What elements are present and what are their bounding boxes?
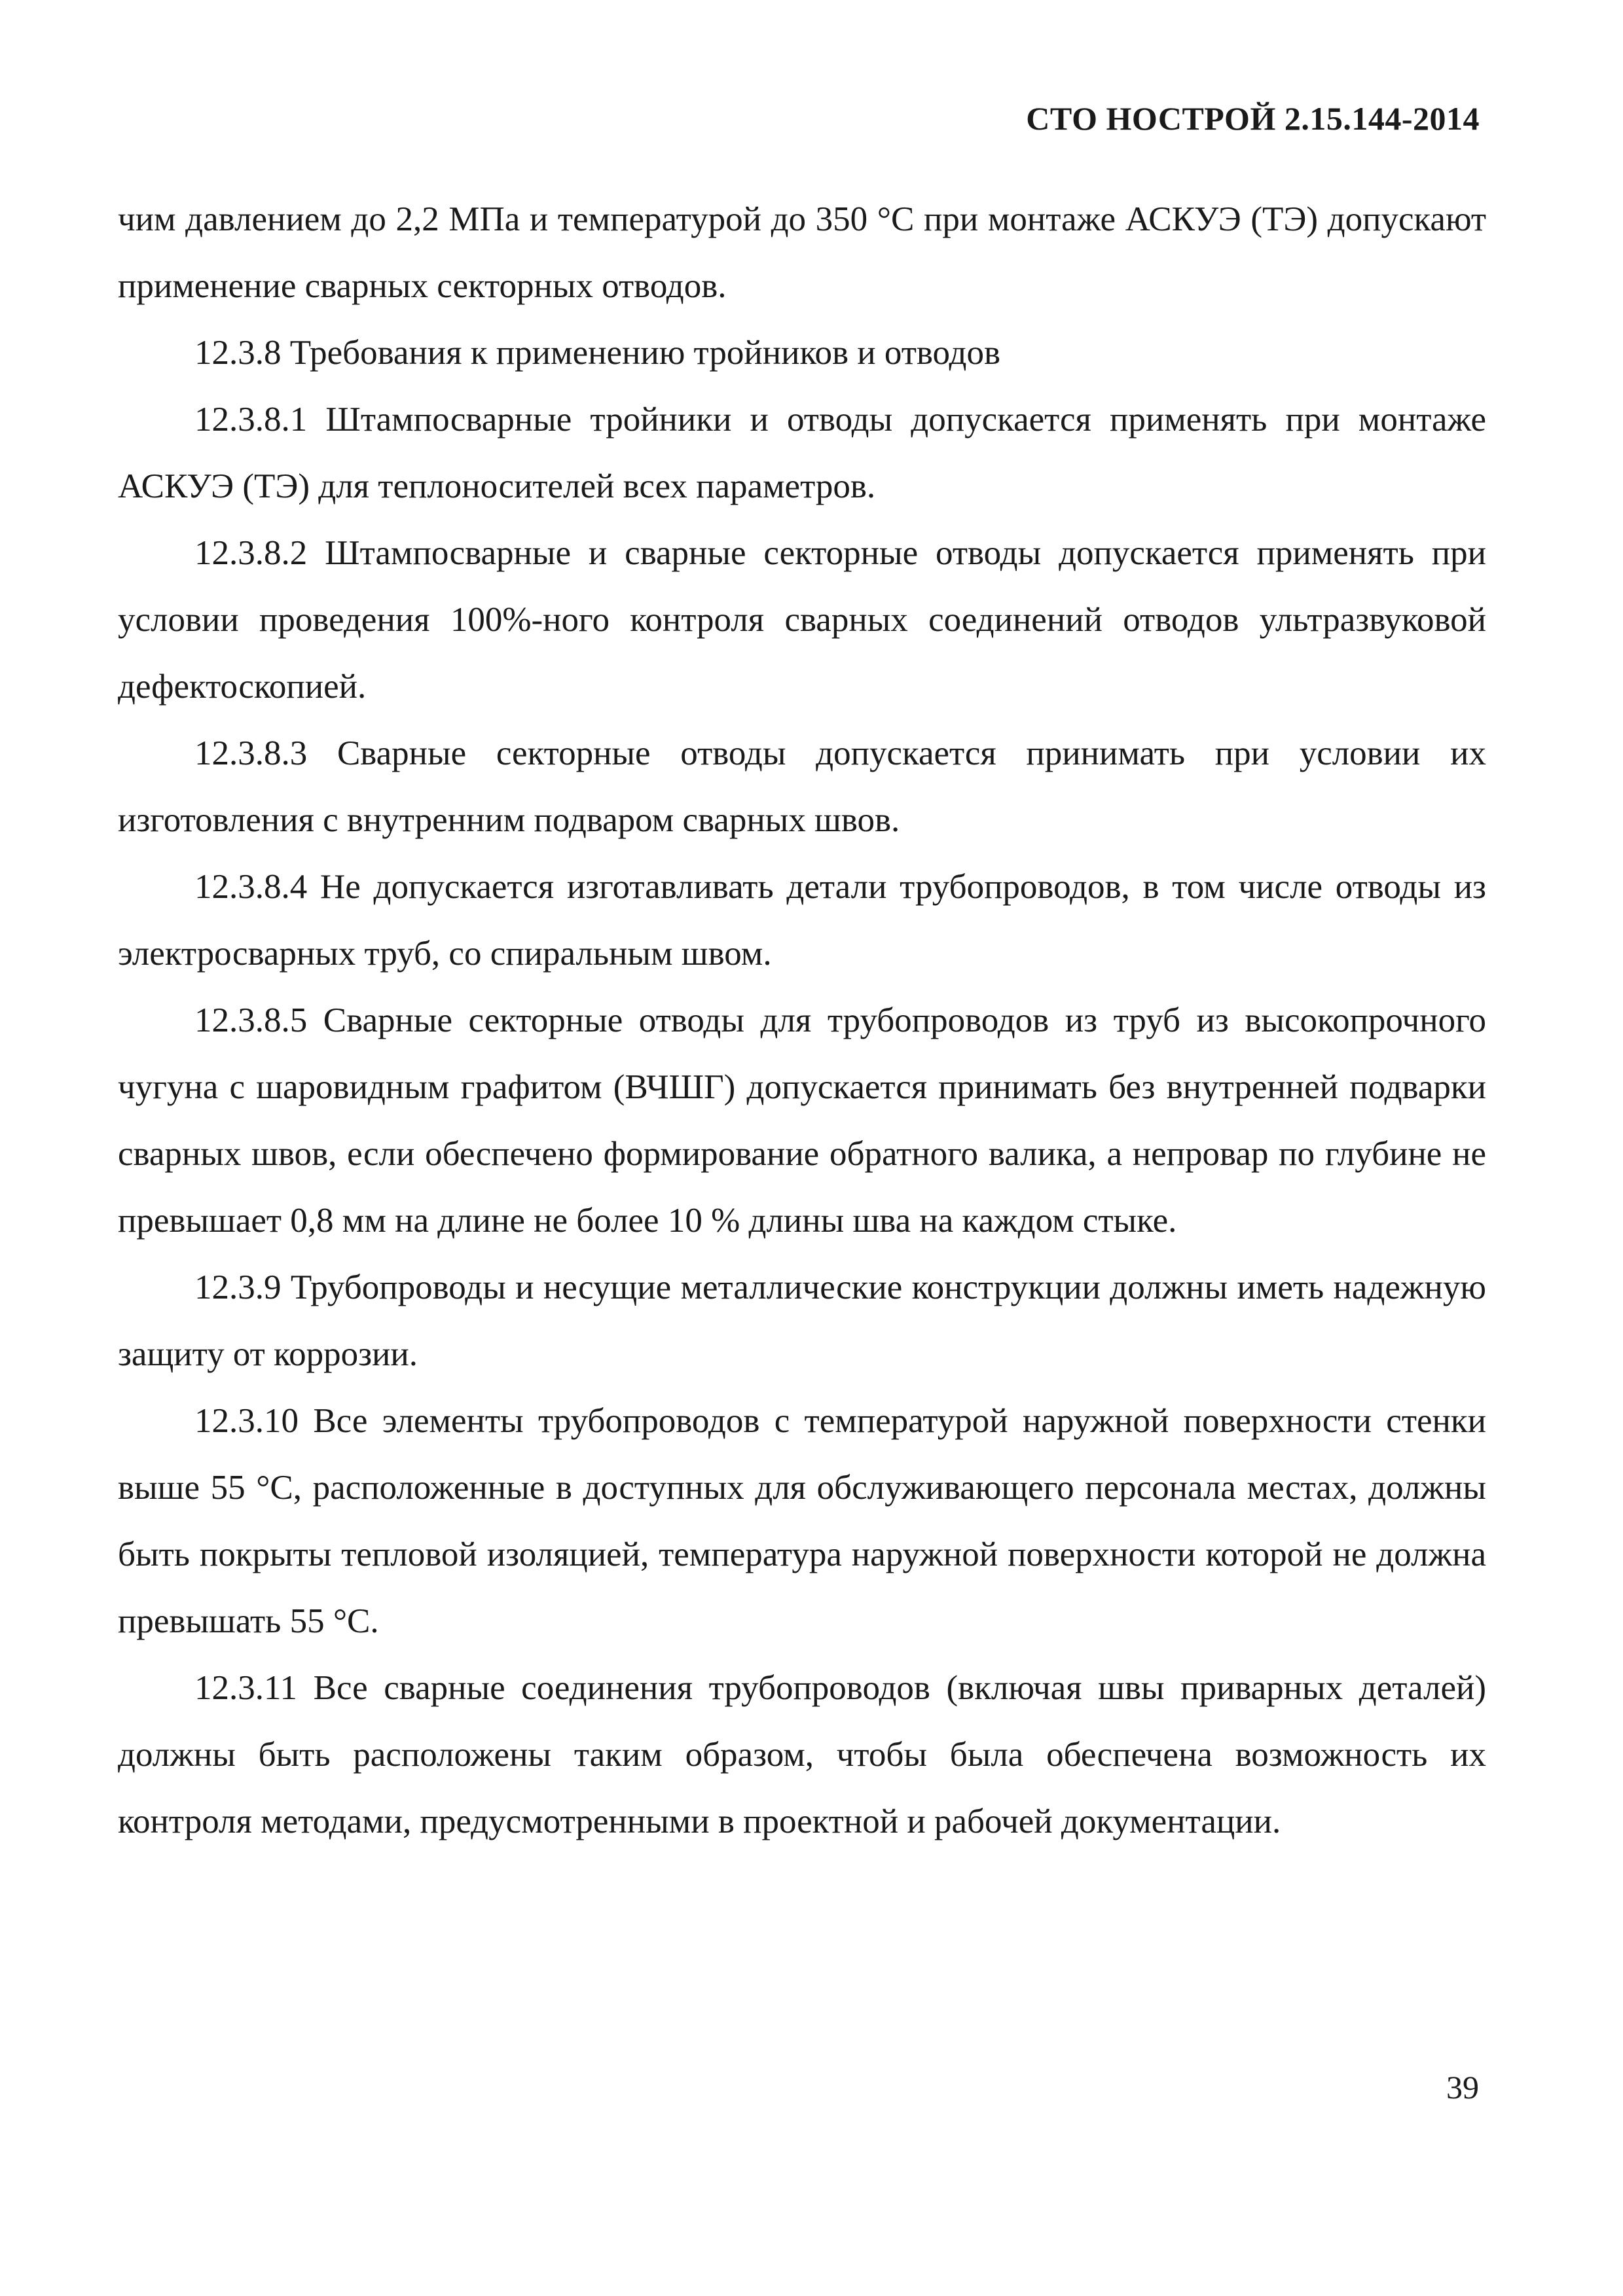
document-body bbox=[118, 186, 1486, 1855]
section-12-3-8-5: 12.3.8.5 Сварные секторные отводы для трубопроводов из труб из высокопрочного чугуна с шаровидным графитом (ВЧШГ) допускается принимать без внутренней подварки сварных швов, если обеспечено формирование обратного валика, а непровар по глубине не превышает 0,8 мм на длине не более 10 % длины шва на каждом стыке. bbox=[118, 1001, 1486, 1240]
page-number: 39 bbox=[1446, 2069, 1479, 2106]
section-12-3-8: 12.3.8 Требования к применению тройников и отводов bbox=[194, 334, 1000, 372]
section-12-3-8-4: 12.3.8.4 Не допускается изготавливать детали трубопроводов, в том числе отводы из электросварных труб, со спиральным швом. bbox=[118, 868, 1486, 973]
section-12-3-8-3: 12.3.8.3 Сварные секторные отводы допускается принимать при условии их изготовления с внутренним подваром сварных швов. bbox=[118, 734, 1486, 839]
section-12-3-11: 12.3.11 Все сварные соединения трубопроводов (включая швы приварных деталей) должны быть расположены таким образом, чтобы была обеспечена возможность их контроля методами, предусмотренными в проектной и рабочей документации. bbox=[118, 1669, 1486, 1840]
section-12-3-8-1: 12.3.8.1 Штампосварные тройники и отводы допускается применять при монтаже АСКУЭ (ТЭ) для теплоносителей всех параметров. bbox=[118, 401, 1486, 505]
document-code-header: СТО НОСТРОЙ 2.15.144-2014 bbox=[1026, 100, 1480, 137]
section-12-3-8-2: 12.3.8.2 Штампосварные и сварные секторные отводы допускается применять при условии проведения 100%-ного контроля сварных соединений отводов ультразвуковой дефектоскопией. bbox=[118, 534, 1486, 706]
section-12-3-9: 12.3.9 Трубопроводы и несущие металлические конструкции должны иметь надежную защиту от коррозии. bbox=[118, 1268, 1486, 1373]
section-12-3-10: 12.3.10 Все элементы трубопроводов с температурой наружной поверхности стенки выше 55 °С, расположенные в доступных для обслуживающего персонала местах, должны быть покрыты тепловой изоляцией, температура наружной поверхности которой не должна превышать 55 °С. bbox=[118, 1402, 1486, 1640]
paragraph-continuation: чим давлением до 2,2 МПа и температурой до 350 °С при монтаже АСКУЭ (ТЭ) допускают применение сварных секторных отводов. bbox=[118, 200, 1486, 305]
